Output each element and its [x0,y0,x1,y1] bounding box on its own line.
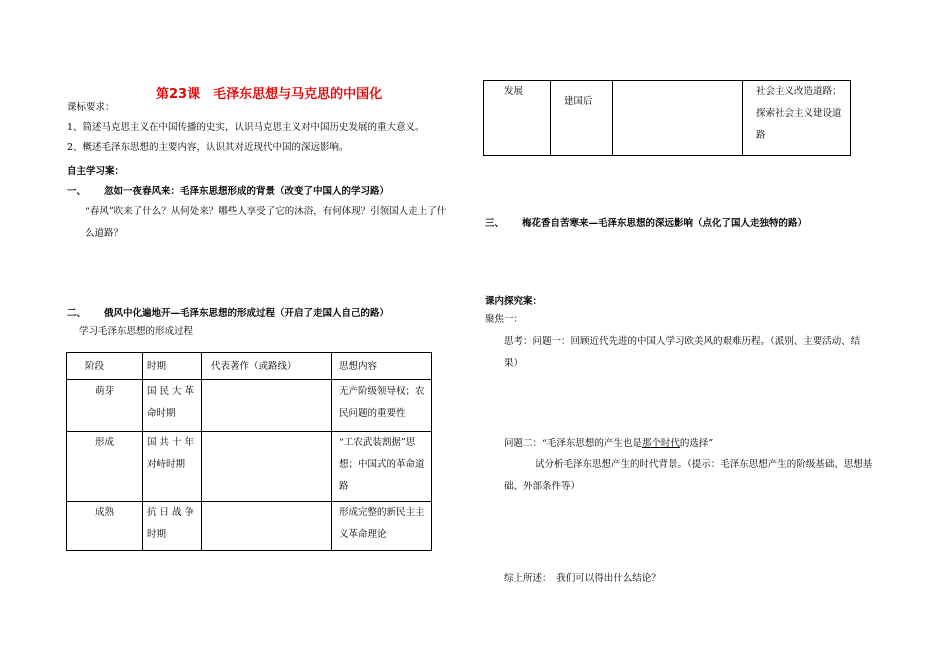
row-1-content-line2: 民问题的重要性 [339,408,406,419]
row-2-content-line3: 路 [339,481,349,492]
dev-period: 建国后 [564,96,593,107]
header-content: 思想内容 [339,361,378,372]
row-1-period-line2: 命时期 [147,408,176,419]
question-2-line1: 试分析毛泽东思想产生的时代背景。（提示：毛泽东思想产生的阶级基础、思想基 [535,459,873,470]
section-1-question-line1: “春风”吹来了什么？从何处来？哪些人享受了它的沐浴，有何体现？引领国人走上了什 [85,206,447,217]
row-3-stage: 成熟 [95,507,115,518]
header-period: 时期 [147,361,167,372]
header-stage: 阶段 [85,361,105,372]
dev-content-line2: 探索社会主义建设道 [756,108,842,119]
section-2-number: 二、 [67,308,87,319]
focus-1: 聚焦一： [485,314,524,325]
development-table [483,80,851,156]
question-1-line1: 思考：问题一：回顾近代先进的中国人学习欧美风的艰难历程。（派别、主要活动、结 [504,336,861,347]
summary-question: 综上所述： 我们可以得出什么结论？ [504,573,661,584]
row-1-period-line1: 国 民 大 革 [147,386,195,397]
dev-stage: 发展 [504,86,524,97]
question-2-line2: 础、外部条件等） [504,481,581,492]
row-2-period-line2: 对峙时期 [147,459,186,470]
row-3-content-line1: 形成完整的新民主主 [339,507,425,518]
underlined-phrase: 那个时代 [641,438,680,449]
inclass-heading: 课内探究案： [485,296,543,307]
section-3-title: 梅花香自苦寒来—毛泽东思想的深远影响（点化了国人走独特的路） [522,218,808,229]
requirement-1: 1、简述马克思主义在中国传播的史实，认识马克思主义对中国历史发展的重大意义。 [67,122,425,133]
section-2-title: 俄风中化遍地开—毛泽东思想的形成过程（开启了走国人自己的路） [104,308,390,319]
section-1-question-line2: 么道路？ [85,228,124,239]
formation-table [66,352,432,551]
row-2-period-line1: 国 共 十 年 [147,437,195,448]
section-2-subtitle: 学习毛泽东思想的形成过程 [79,326,194,337]
row-3-period-line2: 时期 [147,529,167,540]
section-3-number: 三、 [485,218,505,229]
section-1-number: 一、 [67,186,87,197]
dev-content-line3: 路 [756,130,766,141]
question-1-line2: 果） [504,358,524,369]
page-title: 第23课 毛泽东思想与马克思的中国化 [156,87,383,102]
row-1-content-line1: 无产阶级领导权；农 [339,386,425,397]
self-study-heading: 自主学习案： [67,166,125,177]
row-2-stage: 形成 [95,437,115,448]
standard-label: 课标要求： [67,102,115,113]
dev-content-line1: 社会主义改造道路； [756,86,842,97]
requirement-2: 2、概述毛泽东思想的主要内容，认识其对近现代中国的深远影响。 [67,142,349,153]
row-1-stage: 萌芽 [95,386,115,397]
header-works: 代表著作（或路线） [211,361,297,372]
section-1-title: 忽如一夜春风来：毛泽东思想形成的背景（改变了中国人的学习路） [104,186,390,197]
row-2-content-line2: 想；中国式的革命道 [339,459,425,470]
question-2-heading: 问题二：“毛泽东思想的产生也是那个时代的选择” [504,438,714,449]
row-3-period-line1: 抗 日 战 争 [147,507,195,518]
row-2-content-line1: “工农武装割据”思 [339,437,416,448]
row-3-content-line2: 义革命理论 [339,529,387,540]
